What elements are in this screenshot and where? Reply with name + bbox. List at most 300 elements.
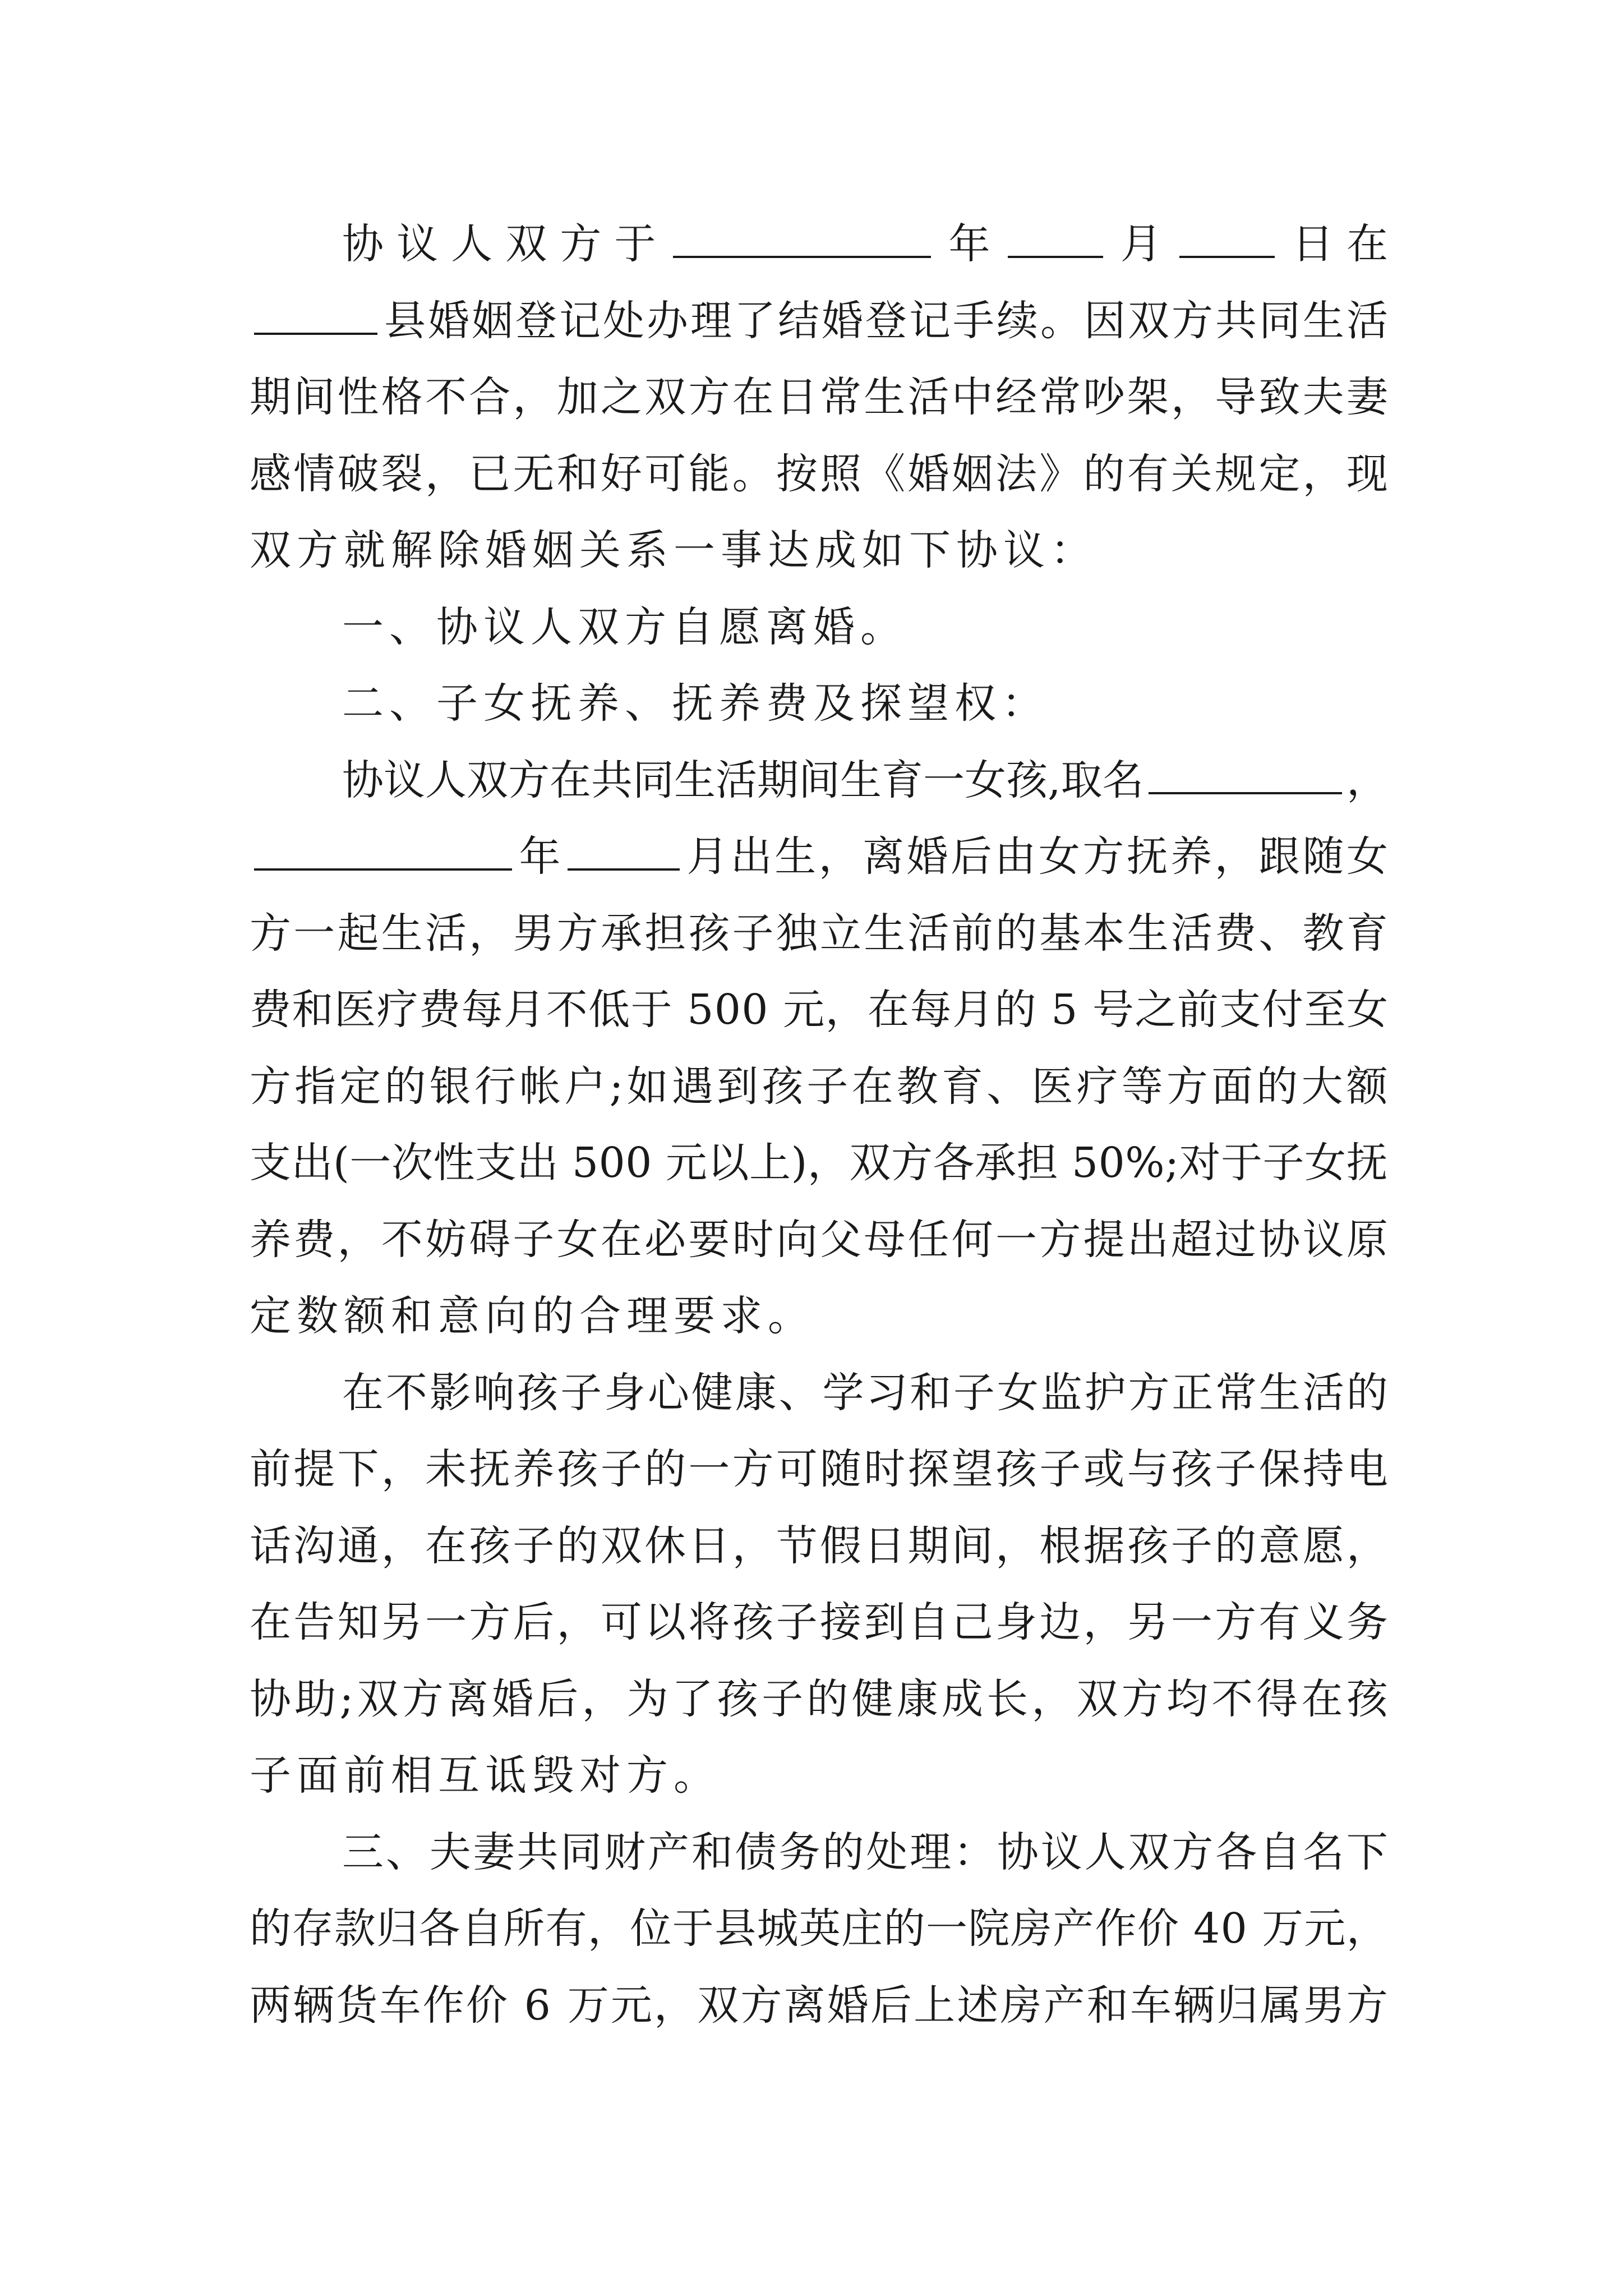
text-char: 不 <box>385 1368 427 1417</box>
text-line <box>342 588 1388 666</box>
text-char: ， <box>1214 832 1256 881</box>
text-char: 男 <box>513 909 555 958</box>
text-char: 随 <box>820 1445 862 1493</box>
text-char: 的 <box>1346 1368 1388 1417</box>
text-char: 女 <box>556 1215 598 1264</box>
text-char: 0 <box>741 986 768 1034</box>
text-char: 不 <box>1211 1674 1253 1723</box>
text-char: 按 <box>776 449 818 498</box>
text-char: 自 <box>460 1904 502 1953</box>
text-char: 独 <box>776 909 818 958</box>
text-char: 因 <box>1084 296 1126 345</box>
text-char: ， <box>1031 1674 1073 1723</box>
text-char: ; <box>339 1674 354 1723</box>
text-char: 电 <box>1346 1445 1388 1493</box>
text-char: 活 <box>1347 296 1388 345</box>
text-char: 必 <box>644 1215 686 1264</box>
text-char: 孩 <box>732 1598 774 1646</box>
text-char: 到 <box>717 1062 758 1111</box>
text-char: 在 <box>732 373 774 421</box>
text-char: 规 <box>1215 449 1257 498</box>
text-char: 记 <box>909 296 951 345</box>
text-char: 理 <box>910 1828 952 1876</box>
text-char: 时 <box>864 1445 906 1493</box>
text-char: 6 <box>524 1981 551 2030</box>
text-segment: 定数额和意向的合理要求。 <box>250 1292 815 1340</box>
text-char: 如 <box>626 1062 668 1111</box>
text-char: 和 <box>910 1368 952 1417</box>
text-char: 行 <box>474 1062 516 1111</box>
text-char: 前 <box>250 1445 291 1493</box>
text-line <box>250 1736 1388 1815</box>
text-char: 0 <box>714 986 741 1034</box>
text-char: 方 <box>891 1139 933 1187</box>
text-char: 各 <box>418 1904 460 1953</box>
text-char: 孩 <box>1346 1674 1388 1723</box>
text-char: 下 <box>1346 1828 1388 1876</box>
fill-in-blank <box>254 834 512 871</box>
fill-in-blank <box>1149 757 1342 794</box>
text-char: 各 <box>1215 1828 1257 1876</box>
text-char: 离 <box>863 832 905 881</box>
text-char: 己 <box>951 1598 993 1646</box>
text-char: 未 <box>425 1445 467 1493</box>
text-segment: 一、协议人双方自愿离婚。 <box>342 602 907 651</box>
text-char: 活 <box>907 373 949 421</box>
text-char: 议 <box>396 220 439 268</box>
text-char: 抚 <box>1126 832 1168 881</box>
text-char: 孩 <box>1006 756 1048 804</box>
text-char: 养 <box>1170 832 1212 881</box>
text-char: 间 <box>799 756 840 804</box>
text-char: 号 <box>1092 986 1134 1034</box>
text-line <box>342 1813 1388 1892</box>
text-char <box>1037 970 1050 1049</box>
text-char: 费 <box>1215 909 1257 958</box>
text-char: 子 <box>953 1368 995 1417</box>
text-char: 双 <box>357 1674 399 1723</box>
text-char: 后 <box>950 832 992 881</box>
text-char: 万 <box>567 1981 609 2030</box>
text-char: 原 <box>1346 1215 1388 1264</box>
text-char: 活 <box>716 756 757 804</box>
text-char: 随 <box>1302 832 1344 881</box>
text-char: 通 <box>337 1521 379 1570</box>
text-char: 导 <box>1215 373 1257 421</box>
text-char: 5 <box>687 986 714 1034</box>
text-char: 一 <box>293 909 335 958</box>
text-char: 性 <box>337 373 379 421</box>
text-char <box>652 1124 666 1202</box>
text-line <box>250 1583 1388 1662</box>
text-char: 身 <box>995 1598 1037 1646</box>
text-char: 的 <box>1256 1062 1298 1111</box>
text-char: 、 <box>778 1368 820 1417</box>
text-segment: 二、子女抚养、抚养费及探望权： <box>342 679 1049 728</box>
text-char <box>1248 1889 1261 1968</box>
text-char: 假 <box>820 1521 862 1570</box>
text-char: 在 <box>600 1215 642 1264</box>
text-char: 协 <box>342 220 384 268</box>
text-char: 响 <box>473 1368 515 1417</box>
text-char: 加 <box>556 373 598 421</box>
text-char: 结 <box>778 296 819 345</box>
text-segment: 双方就解除婚姻关系一事达成如下协议： <box>250 526 1098 574</box>
text-char: 出 <box>1127 1215 1169 1264</box>
text-char: 沟 <box>293 1521 335 1570</box>
text-char: 架 <box>1127 373 1169 421</box>
text-char: 跟 <box>1258 832 1300 881</box>
text-char: 立 <box>820 909 862 958</box>
text-char: 方 <box>560 220 602 268</box>
text-line <box>250 1966 1388 2045</box>
text-char <box>509 1966 523 2045</box>
text-char: 和 <box>691 1828 733 1876</box>
text-char: 前 <box>1177 986 1219 1034</box>
text-char: 同 <box>1259 296 1301 345</box>
text-char: 支 <box>1219 986 1261 1034</box>
text-char: 好 <box>600 449 642 498</box>
text-char: 无 <box>513 449 555 498</box>
text-line <box>342 664 1388 743</box>
text-char: ( <box>333 1139 349 1187</box>
text-char: ， <box>732 1521 774 1570</box>
text-char: 接 <box>820 1598 862 1646</box>
text-char: 有 <box>1258 1598 1301 1646</box>
text-char: 姻 <box>951 449 993 498</box>
text-char: 定 <box>339 1062 381 1111</box>
text-char: 城 <box>757 1904 799 1953</box>
text-char: 方 <box>556 909 598 958</box>
text-char: 育 <box>1346 909 1388 958</box>
text-char: 日 <box>688 1521 730 1570</box>
text-char: 方 <box>402 1674 444 1723</box>
text-char: 月 <box>686 832 728 881</box>
text-char: 作 <box>422 1981 464 2030</box>
text-char: 女 <box>1304 1139 1347 1187</box>
text-char: 性 <box>433 1139 475 1187</box>
text-char: 县 <box>384 296 426 345</box>
text-line <box>250 1200 1388 1279</box>
text-char: 活 <box>425 909 467 958</box>
text-char: 归 <box>376 1904 418 1953</box>
text-char: 后 <box>513 1598 555 1646</box>
text-char: 记 <box>559 296 601 345</box>
text-char: 属 <box>1260 1981 1302 2030</box>
text-char: 何 <box>951 1215 993 1264</box>
text-char: 双 <box>600 1521 642 1570</box>
text-char: 教 <box>1302 909 1344 958</box>
text-char: 方 <box>250 909 291 958</box>
text-char: 关 <box>1170 449 1212 498</box>
text-char: 子 <box>806 1062 849 1111</box>
text-char: 子 <box>1039 1445 1081 1493</box>
text-char: 万 <box>1262 1904 1303 1953</box>
text-char: 年 <box>519 832 561 881</box>
text-char: 协 <box>342 756 384 804</box>
text-char: 后 <box>537 1674 579 1723</box>
text-char: 4 <box>1193 1904 1220 1953</box>
text-char: ， <box>556 1598 598 1646</box>
text-char: ， <box>337 1215 379 1264</box>
text-char: 不 <box>546 986 588 1034</box>
text-char: 碍 <box>469 1215 511 1264</box>
text-char: 方 <box>688 373 730 421</box>
text-char: 务 <box>778 1828 820 1876</box>
text-char: 婚 <box>428 296 469 345</box>
text-char: 月 <box>952 986 994 1034</box>
text-char: 婚 <box>906 832 948 881</box>
text-char: 提 <box>1083 1215 1125 1264</box>
text-char: 起 <box>337 909 379 958</box>
text-char: 男 <box>1303 1981 1345 2030</box>
text-char: 告 <box>293 1598 335 1646</box>
text-char: 人 <box>425 756 467 804</box>
text-char: 指 <box>294 1062 336 1111</box>
text-char: 时 <box>732 1215 774 1264</box>
text-char: 县 <box>714 1904 757 1953</box>
text-char: 。 <box>732 449 774 498</box>
text-char: 了 <box>734 296 776 345</box>
text-char: 方 <box>732 1445 774 1493</box>
text-char: ， <box>825 986 867 1034</box>
text-char: 现 <box>1346 449 1388 498</box>
text-char: 》 <box>1039 449 1081 498</box>
text-char: 产 <box>1043 1981 1085 2030</box>
text-char: 议 <box>1040 1828 1082 1876</box>
text-char: 中 <box>951 373 993 421</box>
text-char: 子 <box>1170 1521 1212 1570</box>
text-char: 学 <box>822 1368 864 1417</box>
text-char: 由 <box>994 832 1036 881</box>
text-char: 护 <box>1084 1368 1126 1417</box>
text-char <box>552 1966 566 2045</box>
text-char: 女 <box>1346 832 1388 881</box>
text-char: ， <box>654 1981 696 2030</box>
text-line <box>250 511 1388 590</box>
text-char: 日 <box>1292 220 1334 268</box>
text-char: 婚 <box>822 296 863 345</box>
text-char: 、 <box>1258 909 1301 958</box>
text-char: 习 <box>866 1368 908 1417</box>
text-char: 节 <box>776 1521 818 1570</box>
text-char: 生 <box>381 909 423 958</box>
text-char <box>559 1124 572 1202</box>
text-char: 子 <box>600 1445 642 1493</box>
text-char: 双 <box>467 756 508 804</box>
text-char: 本 <box>1083 909 1125 958</box>
text-char: 孩 <box>469 1521 511 1570</box>
text-char: 疗 <box>1076 1062 1118 1111</box>
text-char: 孩 <box>517 1368 559 1417</box>
text-char: 年 <box>948 220 990 268</box>
text-char: ， <box>588 1904 629 1953</box>
text-line <box>250 282 1388 360</box>
text-char: 费 <box>293 1215 335 1264</box>
text-char: 在 <box>250 1598 291 1646</box>
text-char: 双 <box>1128 1828 1170 1876</box>
text-char: 一 <box>688 1445 730 1493</box>
text-char: ， <box>381 1445 423 1493</box>
text-line <box>342 741 1388 820</box>
text-char: 登 <box>515 296 557 345</box>
text-char <box>769 970 782 1049</box>
text-char: 辆 <box>293 1981 335 2030</box>
text-char: ， <box>1083 1598 1125 1646</box>
fill-in-blank <box>568 834 680 871</box>
text-char: 上 <box>914 1981 956 2030</box>
text-char: 生 <box>774 832 817 881</box>
text-char: 额 <box>1346 1062 1388 1111</box>
text-char: 下 <box>337 1445 379 1493</box>
text-char: 费 <box>419 986 461 1034</box>
text-char: 的 <box>995 909 1037 958</box>
text-line <box>250 1430 1388 1508</box>
text-char: 超 <box>1170 1215 1212 1264</box>
text-char: 正 <box>1172 1368 1214 1417</box>
fill-in-blank <box>1008 221 1103 258</box>
text-char: 方 <box>1346 1981 1388 2030</box>
text-char: 协 <box>997 1828 1039 1876</box>
text-char <box>1058 1124 1072 1202</box>
text-char: 户 <box>564 1062 606 1111</box>
text-char: 照 <box>820 449 862 498</box>
text-char: 子 <box>1262 1139 1304 1187</box>
text-char: 另 <box>1127 1598 1169 1646</box>
fill-in-blank <box>1179 221 1275 258</box>
text-char: 可 <box>644 449 686 498</box>
text-char: 方 <box>1166 1062 1208 1111</box>
text-char: 名 <box>1102 756 1144 804</box>
text-char: 另 <box>381 1598 423 1646</box>
text-char: 每 <box>461 986 503 1034</box>
text-char: 离 <box>783 1981 826 2030</box>
text-char: 同 <box>560 1828 602 1876</box>
text-char: 或 <box>1083 1445 1125 1493</box>
fill-in-blank <box>254 298 377 335</box>
text-char: 女 <box>965 756 1006 804</box>
text-char: 财 <box>604 1828 646 1876</box>
text-char: 根 <box>1039 1521 1081 1570</box>
text-char: 方 <box>1121 1674 1163 1723</box>
text-char: 的 <box>1215 1521 1257 1570</box>
text-char: 妨 <box>425 1215 467 1264</box>
text-char: 支 <box>250 1139 291 1187</box>
text-char: 裂 <box>381 449 423 498</box>
text-char: 出 <box>517 1139 559 1187</box>
text-char: 于 <box>1221 1139 1263 1187</box>
text-char: 续 <box>997 296 1038 345</box>
text-char: 在 <box>1301 1674 1343 1723</box>
text-char: 协 <box>250 1674 291 1723</box>
text-char: ; <box>1165 1139 1179 1187</box>
text-char: 得 <box>1256 1674 1298 1723</box>
text-char: 双 <box>697 1981 739 2030</box>
text-char: 与 <box>1127 1445 1169 1493</box>
text-char: 次 <box>391 1139 433 1187</box>
text-char: 双 <box>1128 296 1169 345</box>
text-line <box>250 435 1388 513</box>
text-char: 保 <box>1258 1445 1301 1493</box>
text-char: 归 <box>1216 1981 1258 2030</box>
text-char: 知 <box>337 1598 379 1646</box>
text-char: 定 <box>1258 449 1301 498</box>
text-char: 助 <box>294 1674 336 1723</box>
text-char: 辆 <box>1173 1981 1215 2030</box>
text-char: 出 <box>291 1139 333 1187</box>
text-char: 于 <box>630 986 672 1034</box>
text-char: 情 <box>293 449 335 498</box>
text-char: ， <box>818 832 860 881</box>
text-char: 育 <box>941 1062 983 1111</box>
text-char: 0 <box>1220 1904 1247 1953</box>
text-char: 孩 <box>762 1062 804 1111</box>
text-char: 期 <box>757 756 799 804</box>
text-char: 女 <box>997 1368 1039 1417</box>
text-char: 教 <box>896 1062 938 1111</box>
text-char: ， <box>469 909 511 958</box>
text-char: 的 <box>644 1445 686 1493</box>
text-char: 车 <box>379 1981 421 2030</box>
text-char: 以 <box>644 1598 686 1646</box>
text-char: 在 <box>868 986 910 1034</box>
text-char: 可 <box>600 1598 642 1646</box>
text-line <box>250 1889 1388 1968</box>
text-char: 养 <box>250 1215 291 1264</box>
text-char: 婚 <box>492 1674 534 1723</box>
text-char: % <box>1125 1139 1165 1187</box>
text-char: 一 <box>995 1215 1037 1264</box>
text-char: 帐 <box>519 1062 561 1111</box>
text-char: 医 <box>1031 1062 1073 1111</box>
text-char: 、 <box>986 1062 1029 1111</box>
text-line <box>250 1660 1388 1738</box>
text-char: 的 <box>556 1521 598 1570</box>
text-char: 付 <box>1261 986 1303 1034</box>
text-char: 任 <box>907 1215 949 1264</box>
text-char: 于 <box>614 220 656 268</box>
text-char: 合 <box>469 373 511 421</box>
text-char: 养 <box>513 1445 555 1493</box>
text-char: 子 <box>513 1521 555 1570</box>
text-char <box>1179 1889 1193 1968</box>
text-char: 前 <box>951 909 993 958</box>
text-char: 方 <box>469 1598 511 1646</box>
text-char: 康 <box>896 1674 938 1723</box>
text-line <box>250 358 1388 436</box>
text-char: 孩 <box>995 1445 1037 1493</box>
text-char: 孩 <box>1170 1445 1212 1493</box>
text-char: 方 <box>740 1981 782 2030</box>
text-char: 支 <box>474 1139 517 1187</box>
text-char: 方 <box>1082 832 1124 881</box>
text-char: 破 <box>337 449 379 498</box>
text-char: 双 <box>849 1139 891 1187</box>
text-char: 子 <box>1215 1445 1257 1493</box>
text-char: 担 <box>644 909 686 958</box>
text-char: 月 <box>1120 220 1162 268</box>
text-char: 方 <box>508 756 550 804</box>
text-char: ， <box>425 449 467 498</box>
text-char <box>673 970 686 1049</box>
text-char: 方 <box>1172 1828 1214 1876</box>
text-char: ， <box>513 373 555 421</box>
text-char: 均 <box>1166 1674 1208 1723</box>
text-char: 将 <box>688 1598 730 1646</box>
text-char: 女 <box>1038 832 1080 881</box>
text-char: 同 <box>633 756 674 804</box>
text-line <box>250 894 1388 973</box>
